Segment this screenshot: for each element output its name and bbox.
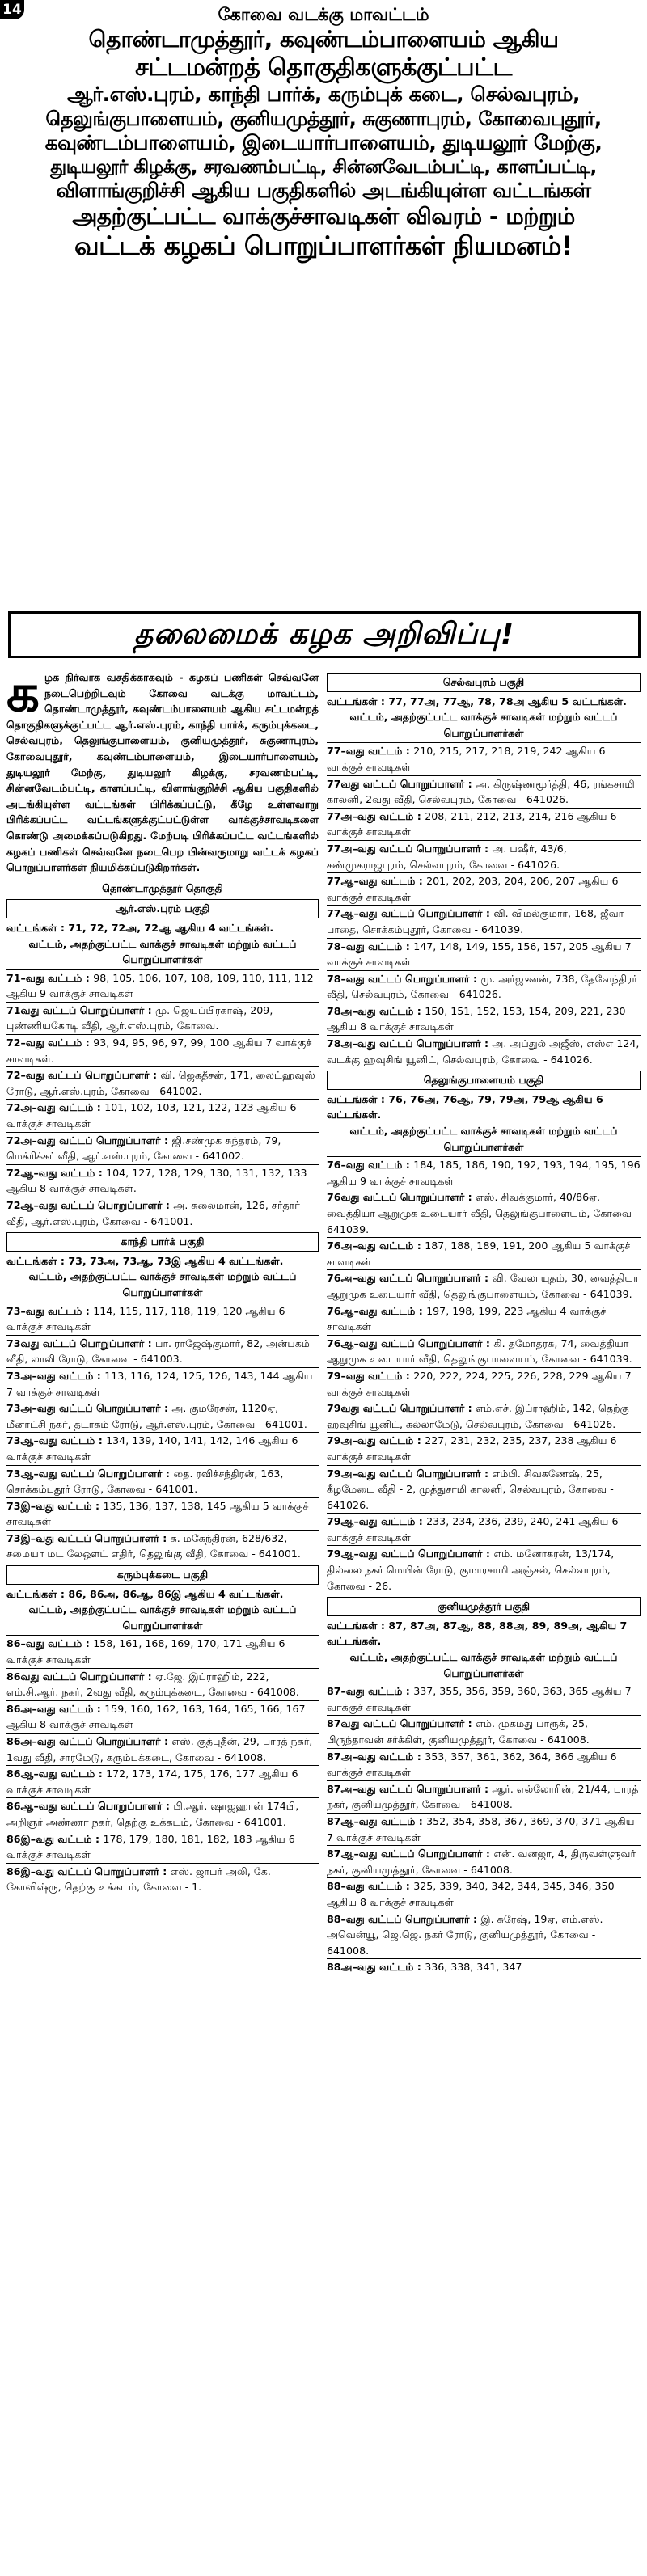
entry-text: 172, 173, 174, 175, 176, 177 ஆகிய 6 வாக்குச் சாவடிகள் — [6, 1767, 298, 1796]
entry-text: பா. ராஜேஷ்குமார், 82, அன்பகம் வீதி, லாலி ரோடு, கோவை - 641003. — [6, 1337, 310, 1366]
entry-label: 86–வது வட்டம் : — [6, 1637, 94, 1650]
entry-label: 72ஆ–வது வட்டம் : — [6, 1166, 107, 1179]
entry-text: எம். முகமது பாரூக், 25, பிருந்தாவன் சர்க்கிள், குனியமுத்தூர், கோவை - 641008. — [327, 1717, 590, 1746]
entry-label: 73ஆ–வது வட்டம் : — [6, 1434, 107, 1447]
entry-label: 88–வது வட்டம் : — [327, 1880, 414, 1893]
entry-label: 73–வது வட்டம் : — [6, 1304, 94, 1317]
ward-list: வட்டங்கள் : 86, 86அ, 86ஆ, 86இ ஆகிய 4 வட்டங்கள். — [6, 1587, 284, 1600]
entry-label: 87ஆ–வது வட்டப் பொறுப்பாளர் : — [327, 1848, 494, 1860]
intro-paragraph — [6, 669, 319, 876]
list-item — [6, 1668, 319, 1700]
list-item — [6, 1765, 319, 1797]
entry-label: 79வது வட்டப் பொறுப்பாளர் : — [327, 1402, 476, 1415]
entry-label: 78–வது வட்டம் : — [327, 940, 414, 952]
ward-list: வட்டங்கள் : 77, 77அ, 77ஆ, 78, 78அ ஆகிய 5 வட்டங்கள். — [327, 695, 627, 707]
headline-line3: சட்டமன்றத் தொகுதிகளுக்குட்பட்ட — [135, 53, 512, 82]
list-item — [6, 1465, 319, 1497]
entry-text: மு. அர்ஜுனன், 738, தேவேந்திரர் வீதி, செல்வபுரம், கோவை - 641026. — [327, 972, 638, 1001]
headline — [6, 5, 641, 262]
sub-heading: வட்டம், அதற்குட்பட்ட வாக்குச் சாவடிகள் மற்றும் வட்டப் பொறுப்பாளர்கள் — [28, 1270, 297, 1299]
list-item — [6, 969, 319, 1002]
list-item — [327, 970, 641, 1003]
entry-text: எம்.எச். இப்ராஹிம், 142, தெற்கு ஹவுசிங் யூனிட், கல்லாமேடு, செல்வபுரம், கோவை - 641026. — [327, 1402, 629, 1430]
entry-text: 159, 160, 162, 163, 164, 165, 166, 167 ஆகிய 8 வாக்குச் சாவடிகள் — [6, 1702, 306, 1731]
entry-text: அ. அப்துல் அஜீஸ், எஸ்எ 124, வடக்கு ஹவுசிங் யூனிட், செல்வபுரம், கோவை - 641026. — [327, 1037, 640, 1066]
entries-list — [6, 1635, 319, 1895]
entry-label: 76வது வட்டப் பொறுப்பாளர் : — [327, 1191, 476, 1204]
entry-text: 135, 136, 137, 138, 145 ஆகிய 5 வாக்குச் சாவடிகள் — [6, 1499, 309, 1528]
entry-text: அ. சுலைமான், 126, சர்தார் வீதி, ஆர்.எஸ்.புரம், கோவை - 641001. — [6, 1199, 300, 1227]
entry-text: 336, 338, 341, 347 — [425, 1961, 522, 1974]
entry-label: 87–வது வட்டம் : — [327, 1685, 414, 1698]
list-item — [327, 1003, 641, 1035]
entry-label: 71வது வட்டப் பொறுப்பாளர் : — [6, 1003, 156, 1016]
sub-heading: வட்டம், அதற்குட்பட்ட வாக்குச் சாவடிகள் மற்றும் வட்டப் பொறுப்பாளர்கள் — [349, 1125, 618, 1153]
area-heading: காந்தி பார்க் பகுதி — [6, 1232, 319, 1252]
list-item — [6, 1863, 319, 1895]
headline-district: கோவை வடக்கு மாவட்டம் — [218, 5, 429, 24]
entry-text: 353, 357, 361, 362, 364, 366 ஆகிய 6 வாக்குச் சாவடிகள் — [327, 1750, 617, 1779]
entry-text: பி.ஆர். ஷாஜஹான் 174பி, அறிஞர் அண்ணா நகர், தெற்கு உக்கடம், கோவை - 641001. — [6, 1800, 299, 1828]
list-item — [327, 1813, 641, 1845]
entries-list — [6, 969, 319, 1230]
entry-label: 73அ–வது வட்டம் : — [6, 1369, 105, 1382]
list-item — [327, 1400, 641, 1432]
entry-text: 114, 115, 117, 118, 119, 120 ஆகிய 6 வாக்குச் சாவடிகள் — [6, 1304, 285, 1333]
entry-label: 79ஆ–வது வட்டப் பொறுப்பாளர் : — [327, 1548, 494, 1560]
list-item — [6, 1530, 319, 1562]
list-item — [327, 1715, 641, 1747]
list-item — [327, 1156, 641, 1189]
entry-label: 78அ–வது வட்டம் : — [327, 1004, 425, 1017]
headline-line8: விளாங்குறிச்சி ஆகிய பகுதிகளில் அடங்கியுள்ள வட்டங்கள் — [56, 178, 591, 202]
entry-label: 77வது வட்டப் பொறுப்பாளர் : — [327, 777, 476, 790]
announcement-banner: தலைமைக் கழக அறிவிப்பு! — [8, 611, 641, 658]
entry-label: 72–வது வட்டம் : — [6, 1037, 94, 1049]
ward-list: வட்டங்கள் : 71, 72, 72அ, 72ஆ ஆகிய 4 வட்டங்கள். — [6, 921, 274, 934]
entry-label: 76ஆ–வது வட்டப் பொறுப்பாளர் : — [327, 1337, 494, 1349]
list-item — [327, 1035, 641, 1067]
list-item — [6, 1002, 319, 1034]
ward-list: வட்டங்கள் : 76, 76அ, 76ஆ, 79, 79அ, 79ஆ ஆகிய 6 வட்டங்கள். — [327, 1092, 603, 1121]
list-item — [6, 1831, 319, 1863]
ward-list: வட்டங்கள் : 87, 87அ, 87ஆ, 88, 88அ, 89, 89அ, ஆகிய 7 வட்டங்கள். — [327, 1619, 628, 1648]
article-body — [6, 669, 641, 2571]
entry-label: 73இ–வது வட்டம் : — [6, 1499, 104, 1512]
headline-line4: ஆர்.எஸ்.புரம், காந்தி பார்க், கரும்புக் கடை, செல்வபுரம், — [66, 82, 580, 107]
list-item — [6, 1497, 319, 1530]
list-item — [327, 1465, 641, 1514]
list-item — [327, 1958, 641, 1975]
entry-label: 76ஆ–வது வட்டம் : — [327, 1304, 427, 1317]
entry-label: 87அ–வது வட்டம் : — [327, 1750, 425, 1763]
sub-heading: வட்டம், அதற்குட்பட்ட வாக்குச் சாவடிகள் மற்றும் வட்டப் பொறுப்பாளர்கள் — [349, 1651, 618, 1679]
headline-constituencies: தொண்டாமுத்தூர், கவுண்டம்பாளையம் ஆகிய — [88, 25, 559, 53]
entry-text: அ. பஷீர், 43/6, சண்முகராஜபுரம், செல்வபுரம், கோவை - 641026. — [327, 842, 567, 871]
entry-label: 79அ–வது வட்டப் பொறுப்பாளர் : — [327, 1467, 493, 1480]
entry-text: மு. ஜெயப்பிரகாஷ், 209, புண்ணியகோடி வீதி, ஆர்.எஸ்.புரம், கோவை. — [6, 1003, 273, 1033]
list-item — [327, 905, 641, 937]
area-heading: கரும்புக்கடை பகுதி — [6, 1565, 319, 1585]
list-item — [327, 938, 641, 970]
list-item — [6, 1132, 319, 1164]
entry-text: க. மகேந்திரன், 628/632, சமையா மட லே‌ஔட் எதிர், தெலுங்கு வீதி, கோவை - 641001. — [6, 1531, 301, 1560]
entry-label: 73வது வட்டப் பொறுப்பாளர் : — [6, 1337, 156, 1349]
entry-text: 208, 211, 212, 213, 214, 216 ஆகிய 6 வாக்குச் சாவடிகள் — [327, 809, 617, 838]
entry-label: 72ஆ–வது வட்டப் பொறுப்பாளர் : — [6, 1199, 174, 1211]
list-item — [327, 1683, 641, 1715]
entry-text: 210, 215, 217, 218, 219, 242 ஆகிய 6 வாக்குச் சாவடிகள் — [327, 745, 606, 773]
list-item — [6, 1367, 319, 1400]
entries-list — [327, 1683, 641, 1975]
headline-line7: துடியலூர் கிழக்கு, சரவணம்பட்டி, சின்னவேடம்பட்டி, காளப்பட்டி, — [50, 156, 597, 178]
list-item — [6, 1303, 319, 1335]
list-item — [327, 1911, 641, 1959]
entry-text: எஸ். சிவக்குமார், 40/86ஏ, வைத்தியா ஆறுமுக உடையார் வீதி, தெலுங்குபாளையம், கோவை - 641039. — [327, 1191, 639, 1235]
entry-text: ஆர். எல்லோரின், 21/44, பாரத் நகர், குனியமுத்தூர், கோவை - 641008. — [327, 1782, 639, 1811]
entry-text: 113, 116, 124, 125, 126, 143, 144 ஆகிய 7 வாக்குச் சாவடிகள் — [6, 1369, 313, 1398]
entry-text: 134, 139, 140, 141, 142, 146 ஆகிய 6 வாக்குச் சாவடிகள் — [6, 1434, 298, 1463]
column-divider — [323, 669, 324, 2571]
entry-label: 73இ–வது வட்டப் பொறுப்பாளர் : — [6, 1531, 171, 1544]
entry-label: 77அ–வது வட்டப் பொறுப்பாளர் : — [327, 842, 493, 855]
area-heading: தெலுங்குபாளையம் பகுதி — [327, 1071, 641, 1090]
entry-label: 72அ–வது வட்டப் பொறுப்பாளர் : — [6, 1134, 172, 1147]
list-item — [327, 1269, 641, 1302]
list-item — [327, 1237, 641, 1269]
list-item — [6, 1733, 319, 1765]
left-column — [6, 669, 319, 2571]
entry-text: 150, 151, 152, 153, 154, 209, 221, 230 ஆகிய 8 வாக்குச் சாவடிகள் — [327, 1004, 626, 1033]
entry-text: 337, 355, 356, 359, 360, 363, 365 ஆகிய 7 வாக்குச் சாவடிகள் — [327, 1685, 632, 1713]
entry-text: 98, 105, 106, 107, 108, 109, 110, 111, 112 ஆகிய 9 வாக்குச் சாவடிகள் — [6, 971, 314, 1000]
entry-text: 325, 339, 340, 342, 344, 345, 346, 350 ஆகிய 8 வாக்குச் சாவடிகள் — [327, 1880, 615, 1908]
entry-text: வி. வேலாயுதம், 30, வைத்தியா ஆறுமுக உடையார் வீதி, தெலுங்குபாளையம், கோவை - 641039. — [327, 1272, 639, 1300]
area-heading: செல்வபுரம் பகுதி — [327, 673, 641, 692]
headline-line6: கவுண்டம்பாளையம், இடையார்பாளையம், துடியலூர் மேற்கு, — [44, 131, 603, 155]
entry-label: 86ஆ–வது வட்டம் : — [6, 1767, 107, 1780]
entry-text: எம்பி. சிவகணேஷ், 25, கீழமேடை வீதி - 2, முத்துசாமி காலனி, செல்வபுரம், கோவை - 641026. — [327, 1467, 614, 1511]
area-heading: ஆர்.எஸ்.புரம் பகுதி — [6, 899, 319, 918]
entry-label: 76–வது வட்டம் : — [327, 1159, 414, 1172]
list-item — [6, 1066, 319, 1099]
sub-heading: வட்டம், அதற்குட்பட்ட வாக்குச் சாவடிகள் மற்றும் வட்டப் பொறுப்பாளர்கள் — [28, 937, 297, 966]
list-item — [6, 1335, 319, 1367]
entry-text: தை. ரவிச்சந்திரன், 163, சொக்கம்புதூர் ரோடு, கோவை - 641001. — [6, 1467, 284, 1496]
entry-label: 87வது வட்டப் பொறுப்பாளர் : — [327, 1717, 476, 1730]
entry-text: 352, 354, 358, 367, 369, 370, 371 ஆகிய 7 வாக்குச் சாவடிகள் — [327, 1814, 635, 1843]
entry-label: 86அ–வது வட்டம் : — [6, 1702, 105, 1715]
list-item — [327, 1877, 641, 1910]
entries-list — [6, 1303, 319, 1563]
list-item — [327, 1845, 641, 1877]
entry-text: 201, 202, 203, 204, 206, 207 ஆகிய 6 வாக்குச் சாவடிகள் — [327, 875, 619, 903]
list-item — [6, 1432, 319, 1464]
entries-list — [327, 1156, 641, 1594]
entries-list — [327, 742, 641, 1067]
entry-text: 178, 179, 180, 181, 182, 183 ஆகிய 6 வாக்குச் சாவடிகள் — [6, 1832, 295, 1861]
entry-text: 104, 127, 128, 129, 130, 131, 132, 133 ஆகிய 8 வாக்குச் சாவடிகள். — [6, 1166, 307, 1195]
sub-heading: வட்டம், அதற்குட்பட்ட வாக்குச் சாவடிகள் மற்றும் வட்டப் பொறுப்பாளர்கள் — [349, 711, 618, 739]
list-item — [327, 1513, 641, 1545]
list-item — [6, 1164, 319, 1197]
list-item — [6, 1197, 319, 1229]
entry-label: 86இ–வது வட்டப் பொறுப்பாளர் : — [6, 1864, 171, 1877]
entry-label: 88–வது வட்டப் பொறுப்பாளர் : — [327, 1912, 481, 1925]
headline-line9: அதற்குட்பட்ட வாக்குச்சாவடிகள் விவரம் - மற்றும் — [72, 203, 575, 230]
list-item — [327, 742, 641, 775]
headline-line10: வட்டக் கழகப் பொறுப்பாளர்கள் நியமனம்! — [74, 230, 573, 262]
entry-label: 73ஆ–வது வட்டப் பொறுப்பாளர் : — [6, 1467, 174, 1480]
entry-text: அ. கிருஷ்ணமூர்த்தி, 46, ரங்கசாமி காலனி, 2வது வீதி, செல்வபுரம், கோவை - 641026. — [327, 777, 635, 806]
list-item — [6, 1797, 319, 1830]
entry-label: 79–வது வட்டம் : — [327, 1369, 414, 1382]
entry-text: அ. குமரேசன், 1120ஏ, மீனாட்சி நகர், தடாகம் ரோடு, ஆர்.எஸ்.புரம், கோவை - 641001. — [6, 1402, 307, 1430]
entry-text: ஏ.ஜே. இப்ராஹிம், 222, எம்.சி.ஆர். நகர், 2வது வீதி, கரும்புக்கடை, கோவை - 641008. — [6, 1670, 299, 1699]
entry-text: இ. சுரேஷ், 19ஏ, எம்.எஸ். அவென்யூ, ஜெ.ஜெ. நகர் ரோடு, குனியமுத்தூர், கோவை - 641008. — [327, 1912, 603, 1957]
sub-heading: வட்டம், அதற்குட்பட்ட வாக்குச் சாவடிகள் மற்றும் வட்டப் பொறுப்பாளர்கள் — [28, 1603, 297, 1632]
list-item — [327, 872, 641, 905]
ward-list: வட்டங்கள் : 73, 73அ, 73ஆ, 73இ ஆகிய 4 வட்டங்கள். — [6, 1254, 284, 1267]
list-item — [327, 1189, 641, 1237]
entry-text: வி. விமல்குமார், 168, ஜீவா பாதை, சொக்கம்புதூர், கோவை - 641039. — [327, 907, 624, 935]
entry-text: வி. ஜெகதீசன், 171, லைட்ஹவுஸ் ரோடு, ஆர்.எஸ்.புரம், கோவை - 641002. — [6, 1069, 315, 1097]
entry-text: எம். மனோகரன், 13/174, தில்லை நகர் மெயின் ரோடு, குமாரசாமி அஞ்சல், செல்வபுரம், கோவை - 26. — [327, 1548, 615, 1592]
list-item — [327, 1335, 641, 1367]
entry-label: 72–வது வட்டப் பொறுப்பாளர் : — [6, 1069, 161, 1082]
entry-text: எஸ். ஜாபர் அலி, கே. கோவிஷ்ரு, தெற்கு உக்கடம், கோவை - 1. — [6, 1864, 271, 1894]
list-item — [6, 1635, 319, 1667]
right-column — [327, 669, 641, 2571]
entry-label: 87ஆ–வது வட்டம் : — [327, 1814, 427, 1827]
list-item — [327, 775, 641, 808]
list-item — [6, 1099, 319, 1131]
entry-text: 93, 94, 95, 96, 97, 99, 100 ஆகிய 7 வாக்குச் சாவடிகள். — [6, 1037, 312, 1065]
entry-label: 77அ–வது வட்டம் : — [327, 809, 425, 822]
entry-label: 86ஆ–வது வட்டப் பொறுப்பாளர் : — [6, 1800, 174, 1813]
entry-label: 79ஆ–வது வட்டம் : — [327, 1515, 427, 1528]
entry-label: 78–வது வட்டப் பொறுப்பாளர் : — [327, 972, 481, 985]
entry-label: 86அ–வது வட்டப் பொறுப்பாளர் : — [6, 1735, 172, 1747]
intro-text: ழக நிர்வாக வசதிக்காகவும் - கழகப் பணிகள் செவ்வனே நடைபெற்றிடவும் கோவை வடக்கு மாவட்டம், தொண்டாமுத்தூர், கவுண்டம்பாளையம் ஆகிய சட்டமன்றத் தொகுதிகளுக்குட்பட்ட ஆர்.எஸ்.புரம், காந்தி பார்க், கரும்புக்கடை, செல்வபுரம், தெலுங்குபாளையம், குனியமுத்தூர், சுகுணாபுரம், கோவைபுதூர், கவுண்டம்பாளையம், இடையார்பாளையம், துடியலூர் மேற்கு, துடியலூர் கிழக்கு, சரவணம்பட்டி, சின்னவேடம்பட்டி, காளப்பட்டி, விளாங்குறிச்சி ஆகிய பகுதிகளில் அடங்கியுள்ள வட்டங்கள் பிரிக்கப்பட்டு, கீழே உள்ளவாறு பிரிக்கப்பட்ட வட்டங்களுக்குட்பட்டுள்ள வாக்குச்சாவடிகளை கொண்டு அமைக்கப்படுகிறது. மேற்படி பிரிக்கப்பட்ட வட்டங்களில் கழகப் பணிகள் செவ்வனே நடைபெற பின்வருமாறு வட்டக் கழகப் பொறுப்பாளர்கள் நியமிக்கப்படுகிறார்கள். — [6, 671, 319, 874]
entry-text: 233, 234, 236, 239, 240, 241 ஆகிய 6 வாக்குச் சாவடிகள் — [327, 1515, 619, 1543]
entry-text: 158, 161, 168, 169, 170, 171 ஆகிய 6 வாக்குச் சாவடிகள் — [6, 1637, 285, 1666]
list-item — [327, 1432, 641, 1464]
list-item — [327, 1748, 641, 1780]
list-item — [327, 1780, 641, 1813]
entry-label: 79அ–வது வட்டம் : — [327, 1434, 425, 1447]
entry-label: 76அ–வது வட்டப் பொறுப்பாளர் : — [327, 1272, 493, 1285]
entry-label: 86வது வட்டப் பொறுப்பாளர் : — [6, 1670, 156, 1683]
entry-label: 87அ–வது வட்டப் பொறுப்பாளர் : — [327, 1782, 493, 1795]
entry-text: எஸ். குத்புதீன், 29, பாரத் நகர், 1வது வீதி, சாரமேடு, கரும்புக்கடை, கோவை - 641008. — [6, 1735, 313, 1763]
entry-text: 184, 185, 186, 190, 192, 193, 194, 195, 196 ஆகிய 9 வாக்குச் சாவடிகள் — [327, 1159, 641, 1187]
page-number-badge: 14 — [0, 0, 24, 19]
entry-text: 187, 188, 189, 191, 200 ஆகிய 5 வாக்குச் சாவடிகள் — [327, 1239, 631, 1268]
entry-label: 78அ–வது வட்டப் பொறுப்பாளர் : — [327, 1037, 493, 1050]
entry-text: 101, 102, 103, 121, 122, 123 ஆகிய 6 வாக்குச் சாவடிகள் — [6, 1101, 297, 1130]
entry-text: கி. தமோதரசு, 74, வைத்தியா ஆறுமுக உடையார் வீதி, தெலுங்குபாளையம், கோவை - 641039. — [327, 1337, 632, 1366]
list-item — [6, 1034, 319, 1066]
entry-label: 77–வது வட்டம் : — [327, 745, 414, 758]
entry-label: 73அ–வது வட்டப் பொறுப்பாளர் : — [6, 1402, 172, 1415]
entry-text: என். வனஜா, 4, திருவள்ளுவர் நகர், குனியமுத்தூர், கோவை - 641008. — [327, 1848, 636, 1876]
list-item — [327, 1545, 641, 1594]
list-item — [6, 1700, 319, 1733]
entry-text: 197, 198, 199, 223 ஆகிய 4 வாக்குச் சாவடிகள் — [327, 1304, 607, 1333]
list-item — [327, 808, 641, 840]
entry-text: 220, 222, 224, 225, 226, 228, 229 ஆகிய 7 வாக்குச் சாவடிகள் — [327, 1369, 632, 1398]
entry-label: 77ஆ–வது வட்டம் : — [327, 875, 427, 888]
list-item — [327, 840, 641, 872]
entry-label: 86இ–வது வட்டம் : — [6, 1832, 104, 1845]
section-heading: தொண்டாமுத்தூர் தொகுதி — [102, 881, 223, 894]
entry-text: 147, 148, 149, 155, 156, 157, 205 ஆகிய 7 வாக்குச் சாவடிகள் — [327, 940, 632, 969]
entry-label: 72அ–வது வட்டம் : — [6, 1101, 105, 1114]
entry-label: 88அ–வது வட்டம் : — [327, 1961, 425, 1974]
list-item — [327, 1367, 641, 1400]
area-heading: குனியமுத்தூர் பகுதி — [327, 1597, 641, 1616]
entry-label: 77ஆ–வது வட்டப் பொறுப்பாளர் : — [327, 907, 494, 920]
list-item — [6, 1400, 319, 1432]
entry-text: 227, 231, 232, 235, 237, 238 ஆகிய 6 வாக்குச் சாவடிகள் — [327, 1434, 617, 1463]
dropcap: க — [6, 669, 40, 724]
list-item — [327, 1303, 641, 1335]
entry-label: 76அ–வது வட்டம் : — [327, 1239, 425, 1252]
entry-text: ஜி.சண்முக சுந்தரம், 79, மெக்ரிக்கர் வீதி, ஆர்.எஸ்.புரம், கோவை - 641002. — [6, 1134, 281, 1163]
entry-label: 71–வது வட்டம் : — [6, 971, 94, 984]
headline-line5: தெலுங்குபாளையம், குனியமுத்தூர், சுகுணாபுரம், கோவைபுதூர், — [45, 107, 602, 130]
